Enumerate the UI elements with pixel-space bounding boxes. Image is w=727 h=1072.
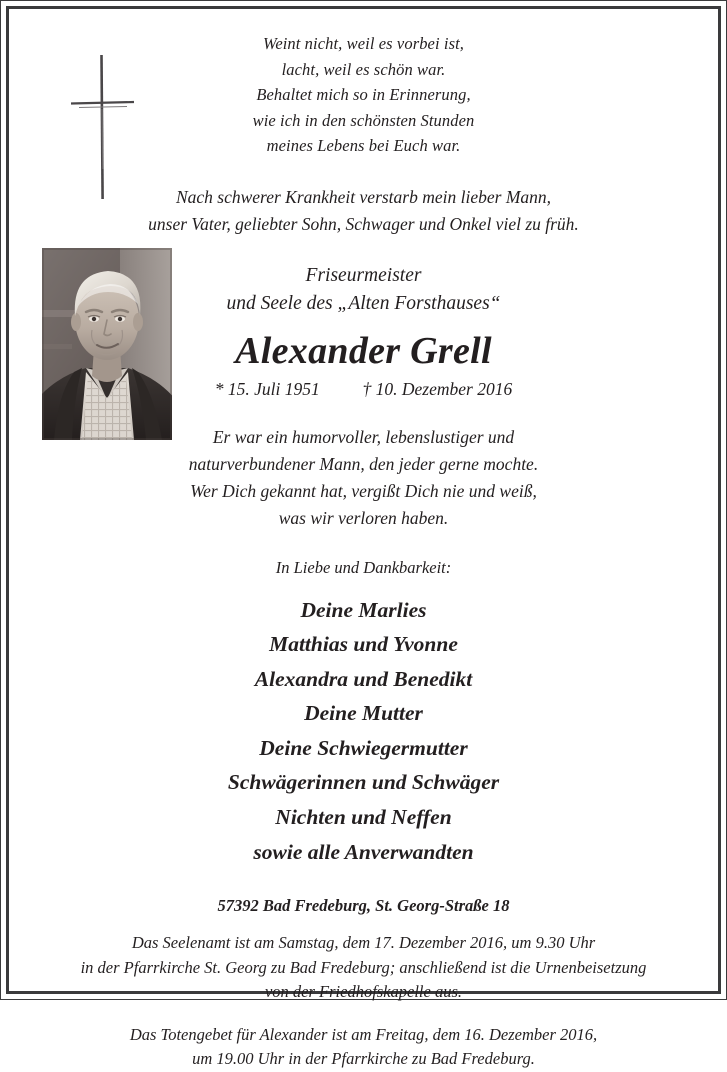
tribute-line: naturverbundener Mann, den jeder gerne mochte. [188, 453, 539, 474]
funeral-service-info [37, 931, 690, 1005]
tribute-text [37, 424, 690, 532]
life-dates [37, 376, 690, 402]
prayer-service-info [37, 1023, 690, 1072]
deceased-role [37, 262, 690, 318]
family-member: Matthias und Yvonne [269, 632, 458, 657]
family-member: Deine Schwiegermutter [259, 735, 468, 760]
poem-line: Behaltet mich so in Erinnerung, [256, 85, 471, 104]
poem-line: wie ich in den schönsten Stunden [252, 110, 475, 130]
prayer-line: Das Totengebet für Alexander ist am Freitag, dem 16. Dezember 2016, [129, 1024, 598, 1044]
family-members-list [37, 593, 690, 870]
family-member: Alexandra und Benedikt [254, 666, 473, 691]
family-address: 57392 Bad Fredeburg, St. Georg-Straße 18 [217, 896, 510, 916]
announcement-intro [37, 184, 690, 238]
gratitude-heading: In Liebe und Dankbarkeit: [275, 557, 452, 577]
role-line: und Seele des „Alten Forsthauses“ [226, 292, 501, 314]
intro-line: unser Vater, geliebter Sohn, Schwager und Onkel viel zu früh. [148, 213, 579, 234]
prayer-line: um 19.00 Uhr in der Pfarrkirche zu Bad Fredeburg. [192, 1049, 535, 1069]
role-line: Friseurmeister [305, 264, 422, 286]
service-line: in der Pfarrkirche St. Georg zu Bad Fredeburg; anschließend ist die Urnenbeisetzung [80, 957, 647, 977]
notice-content [9, 9, 718, 1072]
deceased-name: Alexander Grell [235, 329, 492, 372]
memorial-poem [37, 31, 690, 159]
family-member: Schwägerinnen und Schwäger [227, 770, 500, 795]
family-member: Nichten und Neffen [275, 805, 452, 830]
death-date: 10. Dezember 2016 [375, 378, 513, 399]
notice-frame [6, 6, 721, 1069]
tribute-line: Er war ein humorvoller, lebenslustiger und [212, 426, 515, 447]
intro-line: Nach schwerer Krankheit verstarb mein lieber Mann, [175, 186, 552, 207]
service-line: von der Friedhofskapelle aus. [264, 982, 463, 1002]
poem-line: meines Lebens bei Euch war. [266, 136, 461, 155]
family-member: Deine Mutter [304, 701, 423, 726]
poem-line: lacht, weil es schön war. [281, 59, 446, 79]
death-symbol-icon: † [362, 378, 372, 399]
family-member: Deine Marlies [300, 597, 427, 622]
poem-line: Weint nicht, weil es vorbei ist, [262, 34, 465, 53]
service-line: Das Seelenamt ist am Samstag, dem 17. Dezember 2016, um 9.30 Uhr [131, 933, 596, 953]
family-member: sowie alle Anverwandten [253, 839, 474, 864]
tribute-line: Wer Dich gekannt hat, vergißt Dich nie und weiß, [190, 480, 537, 501]
birth-date: 15. Juli 1951 [227, 378, 320, 399]
birth-symbol-icon: * [214, 378, 224, 399]
tribute-line: was wir verloren haben. [278, 507, 449, 528]
